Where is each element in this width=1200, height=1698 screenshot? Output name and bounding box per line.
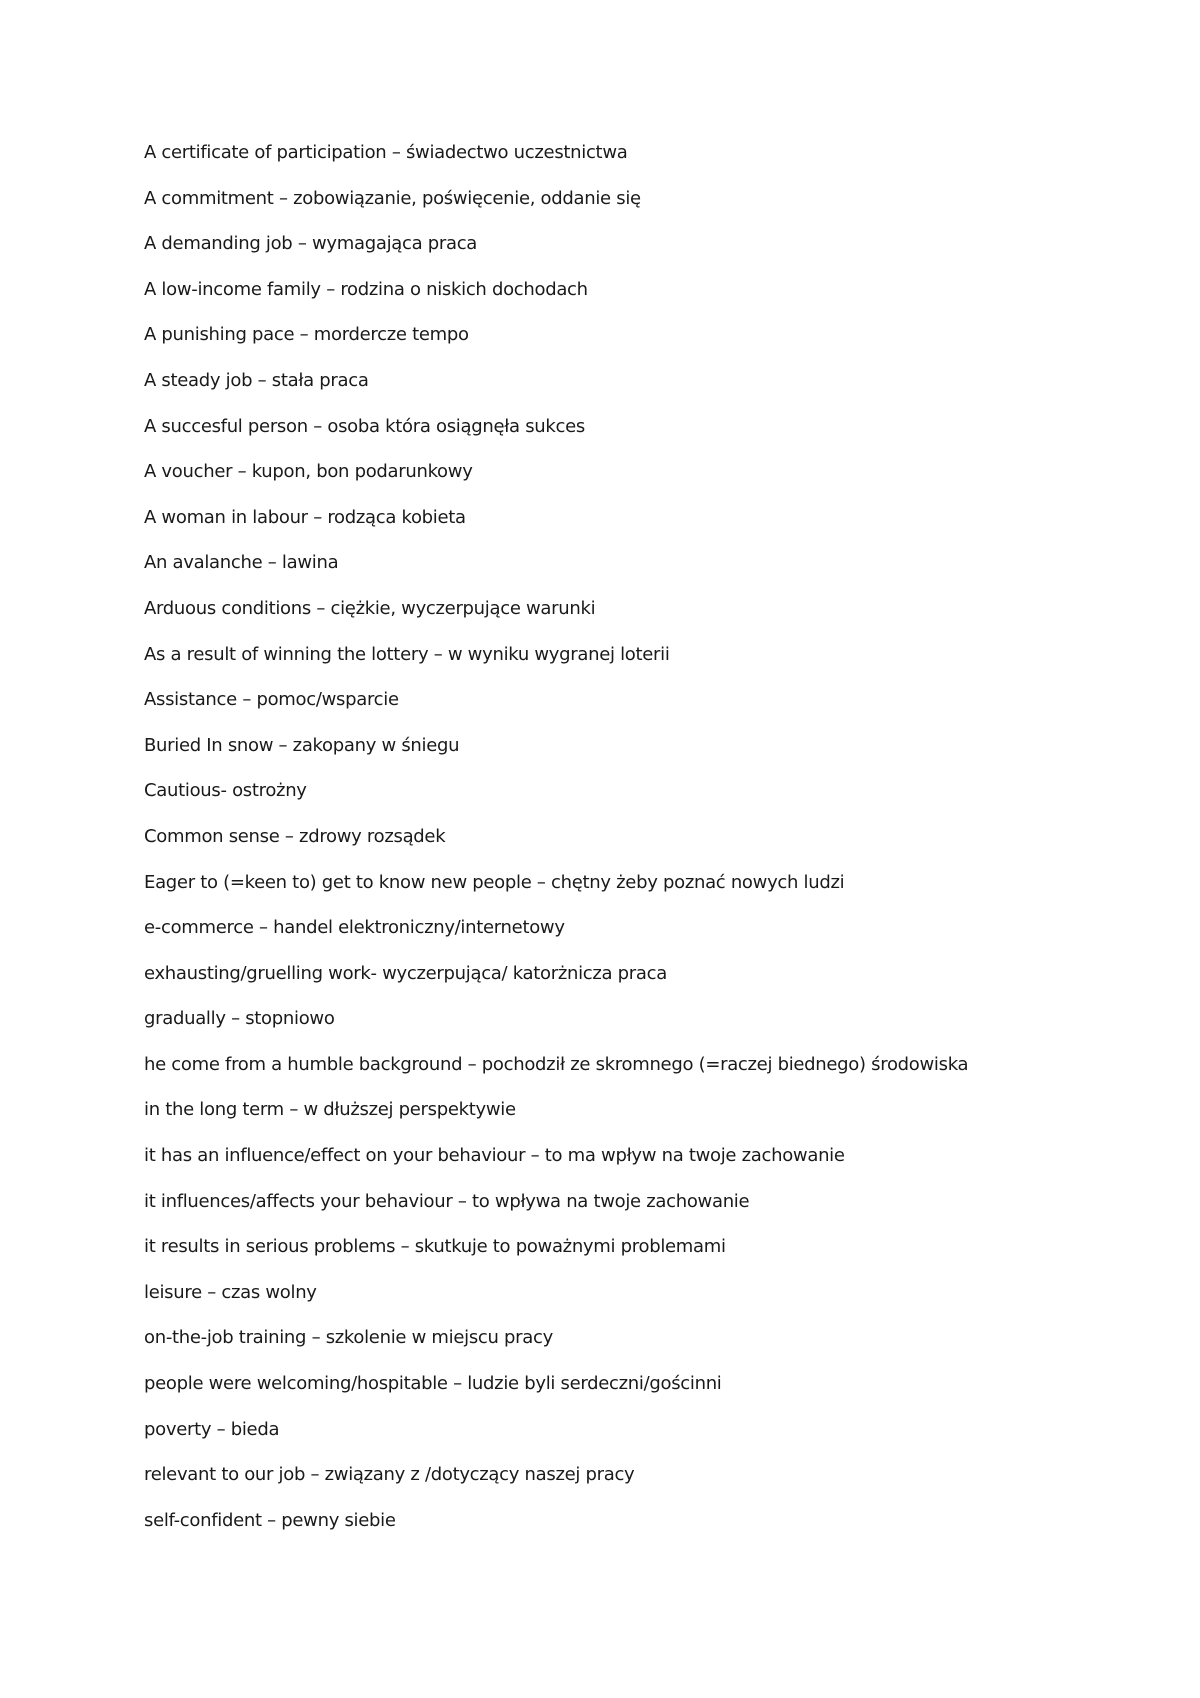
vocab-line: A steady job – stała praca	[144, 369, 369, 391]
vocab-line: A certificate of participation – świadectwo uczestnictwa	[144, 142, 628, 163]
vocab-line: Assistance – pomoc/wsparcie	[144, 689, 399, 711]
vocab-line: Common sense – zdrowy rozsądek	[144, 825, 446, 847]
vocab-line: in the long term – w dłuższej perspektywie	[144, 1099, 516, 1121]
vocab-line: Eager to (=keen to) get to know new people – chętny żeby poznać nowych ludzi	[144, 871, 845, 893]
vocab-line: poverty – bieda	[144, 1418, 280, 1440]
vocab-line: it influences/affects your behaviour – to wpływa na twoje zachowanie	[144, 1190, 750, 1212]
vocab-line: on-the-job training – szkolenie w miejscu pracy	[144, 1327, 553, 1349]
vocab-line: Cautious- ostrożny	[144, 780, 307, 802]
vocab-line: An avalanche – lawina	[144, 552, 339, 574]
vocab-line: Buried In snow – zakopany w śniegu	[144, 734, 460, 756]
vocab-line: A commitment – zobowiązanie, poświęcenie, oddanie się	[144, 187, 641, 209]
vocab-line: A demanding job – wymagająca praca	[144, 233, 478, 255]
vocab-line: he come from a humble background – pochodził ze skromnego (=raczej biednego) środowiska	[144, 1053, 969, 1075]
vocab-line: A low-income family – rodzina o niskich dochodach	[144, 278, 588, 300]
vocab-line: it has an influence/effect on your behaviour – to ma wpływ na twoje zachowanie	[144, 1145, 845, 1167]
vocab-line: relevant to our job – związany z /dotyczący naszej pracy	[144, 1464, 635, 1486]
vocab-line: exhausting/gruelling work- wyczerpująca/ katorżnicza praca	[144, 962, 667, 984]
vocab-line: e-commerce – handel elektroniczny/internetowy	[144, 917, 565, 939]
vocab-line: self-confident – pewny siebie	[144, 1509, 396, 1531]
vocab-line: A punishing pace – mordercze tempo	[144, 324, 469, 346]
vocab-line: A succesful person – osoba która osiągnęła sukces	[144, 415, 585, 437]
vocabulary-list	[144, 143, 1144, 1556]
vocab-line: Arduous conditions – ciężkie, wyczerpujące warunki	[144, 597, 596, 619]
vocab-line: gradually – stopniowo	[144, 1008, 335, 1030]
vocab-line: As a result of winning the lottery – w wyniku wygranej loterii	[144, 643, 670, 665]
vocab-line: leisure – czas wolny	[144, 1281, 317, 1303]
vocab-line: it results in serious problems – skutkuje to poważnymi problemami	[144, 1236, 726, 1258]
vocab-line: people were welcoming/hospitable – ludzie byli serdeczni/gościnni	[144, 1373, 722, 1395]
vocab-line: A voucher – kupon, bon podarunkowy	[144, 461, 473, 483]
vocab-line: A woman in labour – rodząca kobieta	[144, 506, 466, 528]
